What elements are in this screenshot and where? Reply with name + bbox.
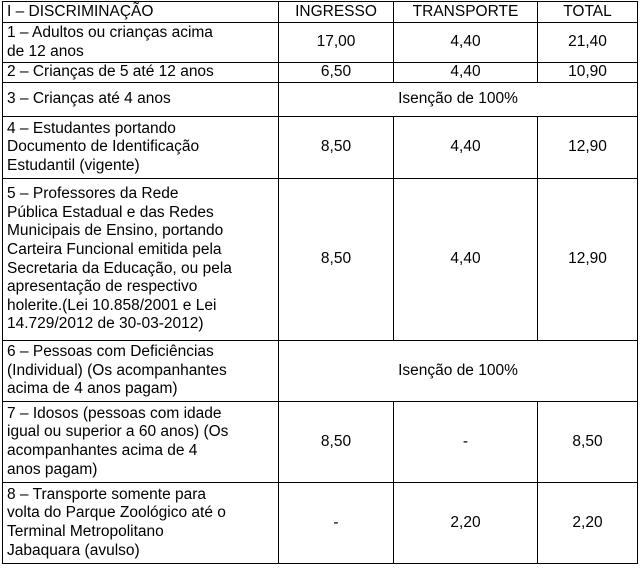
header-description: I – DISCRIMINAÇÃO [3,2,279,23]
row-total: 21,40 [538,23,638,63]
row-description: 2 – Crianças de 5 até 12 anos [3,63,279,83]
price-table [2,1,638,564]
table-row [3,63,638,83]
row-total: 12,90 [538,179,638,341]
header-ingresso: INGRESSO [279,2,394,23]
row-description: 8 – Transporte somente para volta do Parque Zoológico até o Terminal Metropolitano Jabaquara (avulso) [3,483,279,564]
row-ingresso: - [279,483,394,564]
row-transporte: - [394,402,538,483]
row-ingresso: 8,50 [279,179,394,341]
row-ingresso: 8,50 [279,117,394,179]
row-total: 8,50 [538,402,638,483]
row-description: 1 – Adultos ou crianças acima de 12 anos [3,23,279,63]
row-description: 4 – Estudantes portando Documento de Identificação Estudantil (vigente) [3,117,279,179]
row-ingresso: 17,00 [279,23,394,63]
row-ingresso: 6,50 [279,63,394,83]
row-ingresso: 8,50 [279,402,394,483]
row-exemption: Isenção de 100% [279,83,638,117]
row-transporte: 4,40 [394,23,538,63]
row-total: 12,90 [538,117,638,179]
row-description: 6 – Pessoas com Deficiências (Individual) (Os acompanhantes acima de 4 anos pagam) [3,341,279,402]
header-total: TOTAL [538,2,638,23]
table-row [3,83,638,117]
table-row [3,341,638,402]
row-description: 7 – Idosos (pessoas com idade igual ou superior a 60 anos) (Os acompanhantes acima de 4 anos pagam) [3,402,279,483]
row-transporte: 4,40 [394,179,538,341]
row-description: 3 – Crianças até 4 anos [3,83,279,117]
row-description: 5 – Professores da Rede Pública Estadual e das Redes Municipais de Ensino, portando Carteira Funcional emitida pela Secretaria da Educação, ou pela apresentação de respectivo holerite.(Lei 10.858/2001 e Lei 14.729/2012 de 30-03-2012) [3,179,279,341]
table-row [3,23,638,63]
table-row [3,179,638,341]
row-transporte: 2,20 [394,483,538,564]
row-total: 2,20 [538,483,638,564]
table-row [3,117,638,179]
header-transporte: TRANSPORTE [394,2,538,23]
row-total: 10,90 [538,63,638,83]
table-row [3,483,638,564]
header-row [3,2,638,23]
row-transporte: 4,40 [394,117,538,179]
row-transporte: 4,40 [394,63,538,83]
table-row [3,402,638,483]
row-exemption: Isenção de 100% [279,341,638,402]
